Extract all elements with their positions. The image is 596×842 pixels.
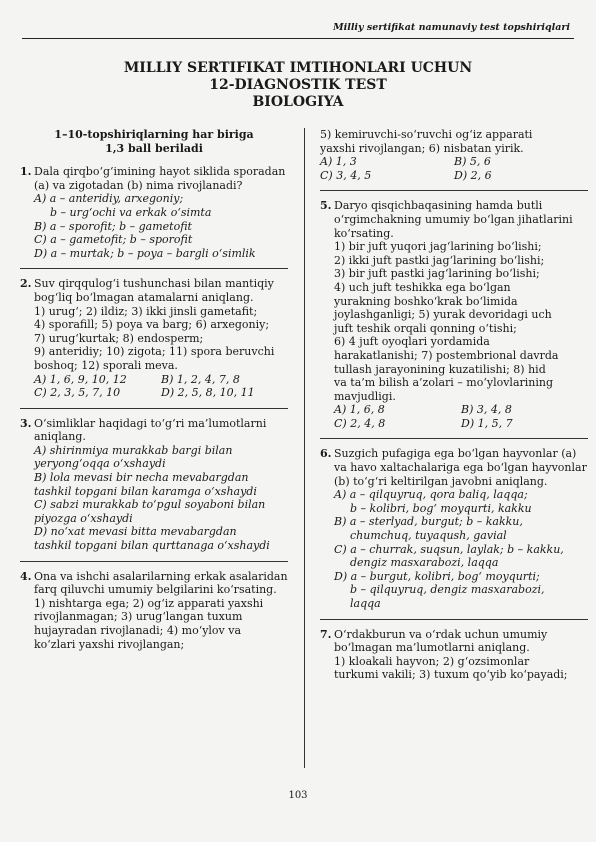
section-intro <box>20 128 288 155</box>
option-a: A) shirinmiya murakkab bargi bilan <box>34 443 233 457</box>
option-a: A) a – anteridiy, arxegoniy; <box>34 192 184 206</box>
statement-line: 1) kloakali hayvon; 2) g‘ozsimonlar <box>334 654 530 668</box>
statement-line: tullash jarayonining kuzatilishi; 8) hid <box>334 362 546 376</box>
question-1 <box>20 165 288 260</box>
option-a-cont: b – urg‘ochi va erkak o‘simta <box>50 205 212 219</box>
column-divider <box>304 128 305 768</box>
option-b: B) lola mevasi bir necha mevabargdan <box>34 471 249 485</box>
statement-line: yurakning boshko‘krak bo‘limida <box>334 294 518 308</box>
question-number: 5. <box>320 199 332 213</box>
question-separator <box>20 408 288 409</box>
option-c: C) a – gametofit; b – sporofit <box>34 233 193 247</box>
statement-line: 6) 4 juft oyoqlari yordamida <box>334 335 490 349</box>
option-d: D) no‘xat mevasi bitta mevabargdan <box>34 525 237 539</box>
question-4-continued <box>320 128 588 182</box>
question-2 <box>20 277 288 399</box>
statement-line: va ta’m bilish a’zolari – mo‘ylovlarining <box>334 376 554 390</box>
statement-line: boshoq; 12) sporali meva. <box>34 358 178 372</box>
question-number: 1. <box>20 165 32 179</box>
statement-line: 5) kemiruvchi-so‘ruvchi og‘iz apparati <box>320 128 533 141</box>
question-stem: O‘rdakburun va o‘rdak uchun umumiy bo‘lmagan ma’lumotlarni aniqlang. <box>334 627 548 655</box>
page-number: 103 <box>288 790 308 801</box>
option-b: B) a – sterlyad, burgut; b – kakku, <box>334 515 523 529</box>
statement-line: 1) bir juft yuqori jag‘larining bo‘lishi; <box>334 240 542 254</box>
question-stem: O‘simliklar haqidagi to‘g‘ri ma’lumotlarni aniqlang. <box>34 416 267 444</box>
option-d-cont: tashkil topgani bilan qurttanaga o‘xshaydi <box>34 539 270 553</box>
answer-a: A) 1, 6, 8 <box>334 403 385 417</box>
statement-line: 1) urug‘; 2) ildiz; 3) ikki jinsli gametafit; <box>34 304 258 318</box>
statement-line: 2) ikki juft pastki jag‘larining bo‘lishi; <box>334 253 545 267</box>
right-column <box>320 128 588 690</box>
statement-line: mavjudligi. <box>334 389 396 403</box>
answer-b: B) 1, 2, 4, 7, 8 <box>161 372 240 386</box>
header-rule <box>22 38 574 39</box>
statement-line: 3) bir juft pastki jag‘larining bo‘lishi; <box>334 267 540 281</box>
option-d-cont: b – qilquyruq, dengiz masxarabozi, <box>350 583 545 597</box>
option-b-cont: chumchuq, tuyaqush, gavial <box>350 529 507 543</box>
question-separator <box>20 561 288 562</box>
running-header: Milliy sertifikat namunaviy test topshiriqlari <box>333 22 570 33</box>
option-c-cont: dengiz masxarabozi, laqqa <box>350 556 499 570</box>
answer-d: D) 2, 6 <box>454 168 492 182</box>
question-separator <box>320 619 588 620</box>
option-a: A) a – qilquyruq, qora baliq, laqqa; <box>334 488 528 502</box>
answer-c: C) 2, 3, 5, 7, 10 <box>34 386 121 400</box>
intro-line-2: 1,3 ball beriladi <box>105 141 203 155</box>
question-stem: Suzgich pufagiga ega bo‘lgan hayvonlar (a) va havo xaltachalariga ega bo‘lgan hayvonlar (b) to‘g‘ri keltirilgan javobni aniqlang. <box>334 447 587 488</box>
answer-b: B) 3, 4, 8 <box>461 403 512 417</box>
statement-line: yaxshi rivojlangan; 6) nisbatan yirik. <box>320 141 524 155</box>
option-d: D) a – murtak; b – poya – bargli o‘simlik <box>34 246 256 260</box>
question-7 <box>320 628 588 682</box>
answer-b: B) 5, 6 <box>454 155 491 169</box>
option-a-cont: b – kolibri, bog‘ moyqurti, kakku <box>350 501 532 515</box>
question-stem: Ona va ishchi asalarilarning erkak asalaridan farq qiluvchi umumiy belgilarini ko‘rsating. <box>34 569 288 597</box>
answer-c: C) 2, 4, 8 <box>334 416 386 430</box>
statement-line: rivojlanmagan; 3) urug‘langan tuxum <box>34 610 243 624</box>
question-number: 3. <box>20 416 32 430</box>
statement-line: 7) urug‘kurtak; 8) endosperm; <box>34 331 204 345</box>
option-d-cont2: laqqa <box>350 597 381 610</box>
question-number: 6. <box>320 447 332 461</box>
option-d: D) a – burgut, kolibri, bog‘ moyqurti; <box>334 569 540 583</box>
answer-choices <box>320 155 588 182</box>
statement-line: ko‘zlari yaxshi rivojlangan; <box>34 637 185 651</box>
answer-a: A) 1, 3 <box>320 155 357 169</box>
answer-c: C) 3, 4, 5 <box>320 168 372 182</box>
question-5 <box>320 199 588 430</box>
question-stem: Dala qirqbo‘g‘imining hayot siklida sporadan (a) va zigotadan (b) nima rivojlanadi? <box>34 165 286 192</box>
answer-d: D) 1, 5, 7 <box>461 416 513 430</box>
statement-line: hujayradan rivojlanadi; 4) mo‘ylov va <box>34 624 242 637</box>
question-separator <box>20 268 288 269</box>
title-line-1: MILLIY SERTIFIKAT IMTIHONLARI UCHUN <box>123 60 473 76</box>
option-c: C) sabzi murakkab to‘pgul soyaboni bilan <box>34 498 266 512</box>
statement-line: 4) sporafill; 5) poya va barg; 6) arxegoniy; <box>34 318 270 332</box>
option-c: C) a – churrak, suqsun, laylak; b – kakku, <box>334 542 564 556</box>
question-number: 7. <box>320 627 332 641</box>
question-separator <box>320 190 588 191</box>
statement-line: juft teshik orqali qonning o‘tishi; <box>334 321 517 335</box>
left-column <box>20 128 288 659</box>
question-stem: Suv qirqqulog‘i tushunchasi bilan mantiqiy bog‘liq bo‘lmagan atamalarni aniqlang. <box>34 277 274 304</box>
question-3 <box>20 417 288 553</box>
test-title <box>0 60 596 111</box>
answer-choices <box>34 373 288 400</box>
question-stem: Daryo qisqichbaqasining hamda butli o‘rgimchakning umumiy bo‘lgan jihatlarini ko‘rsating. <box>334 199 573 240</box>
option-b-cont: tashkil topgani bilan karamga o‘xshaydi <box>34 484 257 498</box>
option-a-cont: yeryong‘oqqa o‘xshaydi <box>34 457 166 471</box>
statement-line: harakatlanishi; 7) postembrional davrda <box>334 348 559 362</box>
question-number: 4. <box>20 569 32 583</box>
question-number: 2. <box>20 277 32 291</box>
option-b: B) a – sporofit; b – gametofit <box>34 219 192 233</box>
intro-line-1: 1–10-topshiriqlarning har biriga <box>54 128 254 141</box>
question-6 <box>320 447 588 610</box>
title-line-3: BIOLOGIYA <box>252 94 344 110</box>
statement-line: 4) uch juft teshikka ega bo‘lgan <box>334 280 511 294</box>
statement-line: 9) anteridiy; 10) zigota; 11) spora beruvchi <box>34 345 275 359</box>
answer-a: A) 1, 6, 9, 10, 12 <box>34 372 127 386</box>
question-separator <box>320 438 588 439</box>
statement-line: 1) nishtarga ega; 2) og‘iz apparati yaxshi <box>34 596 264 610</box>
answer-d: D) 2, 5, 8, 10, 11 <box>161 386 255 400</box>
statement-line: turkumi vakili; 3) tuxum qo‘yib ko‘payadi; <box>334 668 568 682</box>
answer-choices <box>334 403 588 430</box>
statement-line: joylashganligi; 5) yurak devoridagi uch <box>334 308 552 322</box>
option-c-cont: piyozga o‘xshaydi <box>34 511 133 525</box>
question-4 <box>20 570 288 652</box>
title-line-2: 12-DIAGNOSTIK TEST <box>209 77 387 93</box>
